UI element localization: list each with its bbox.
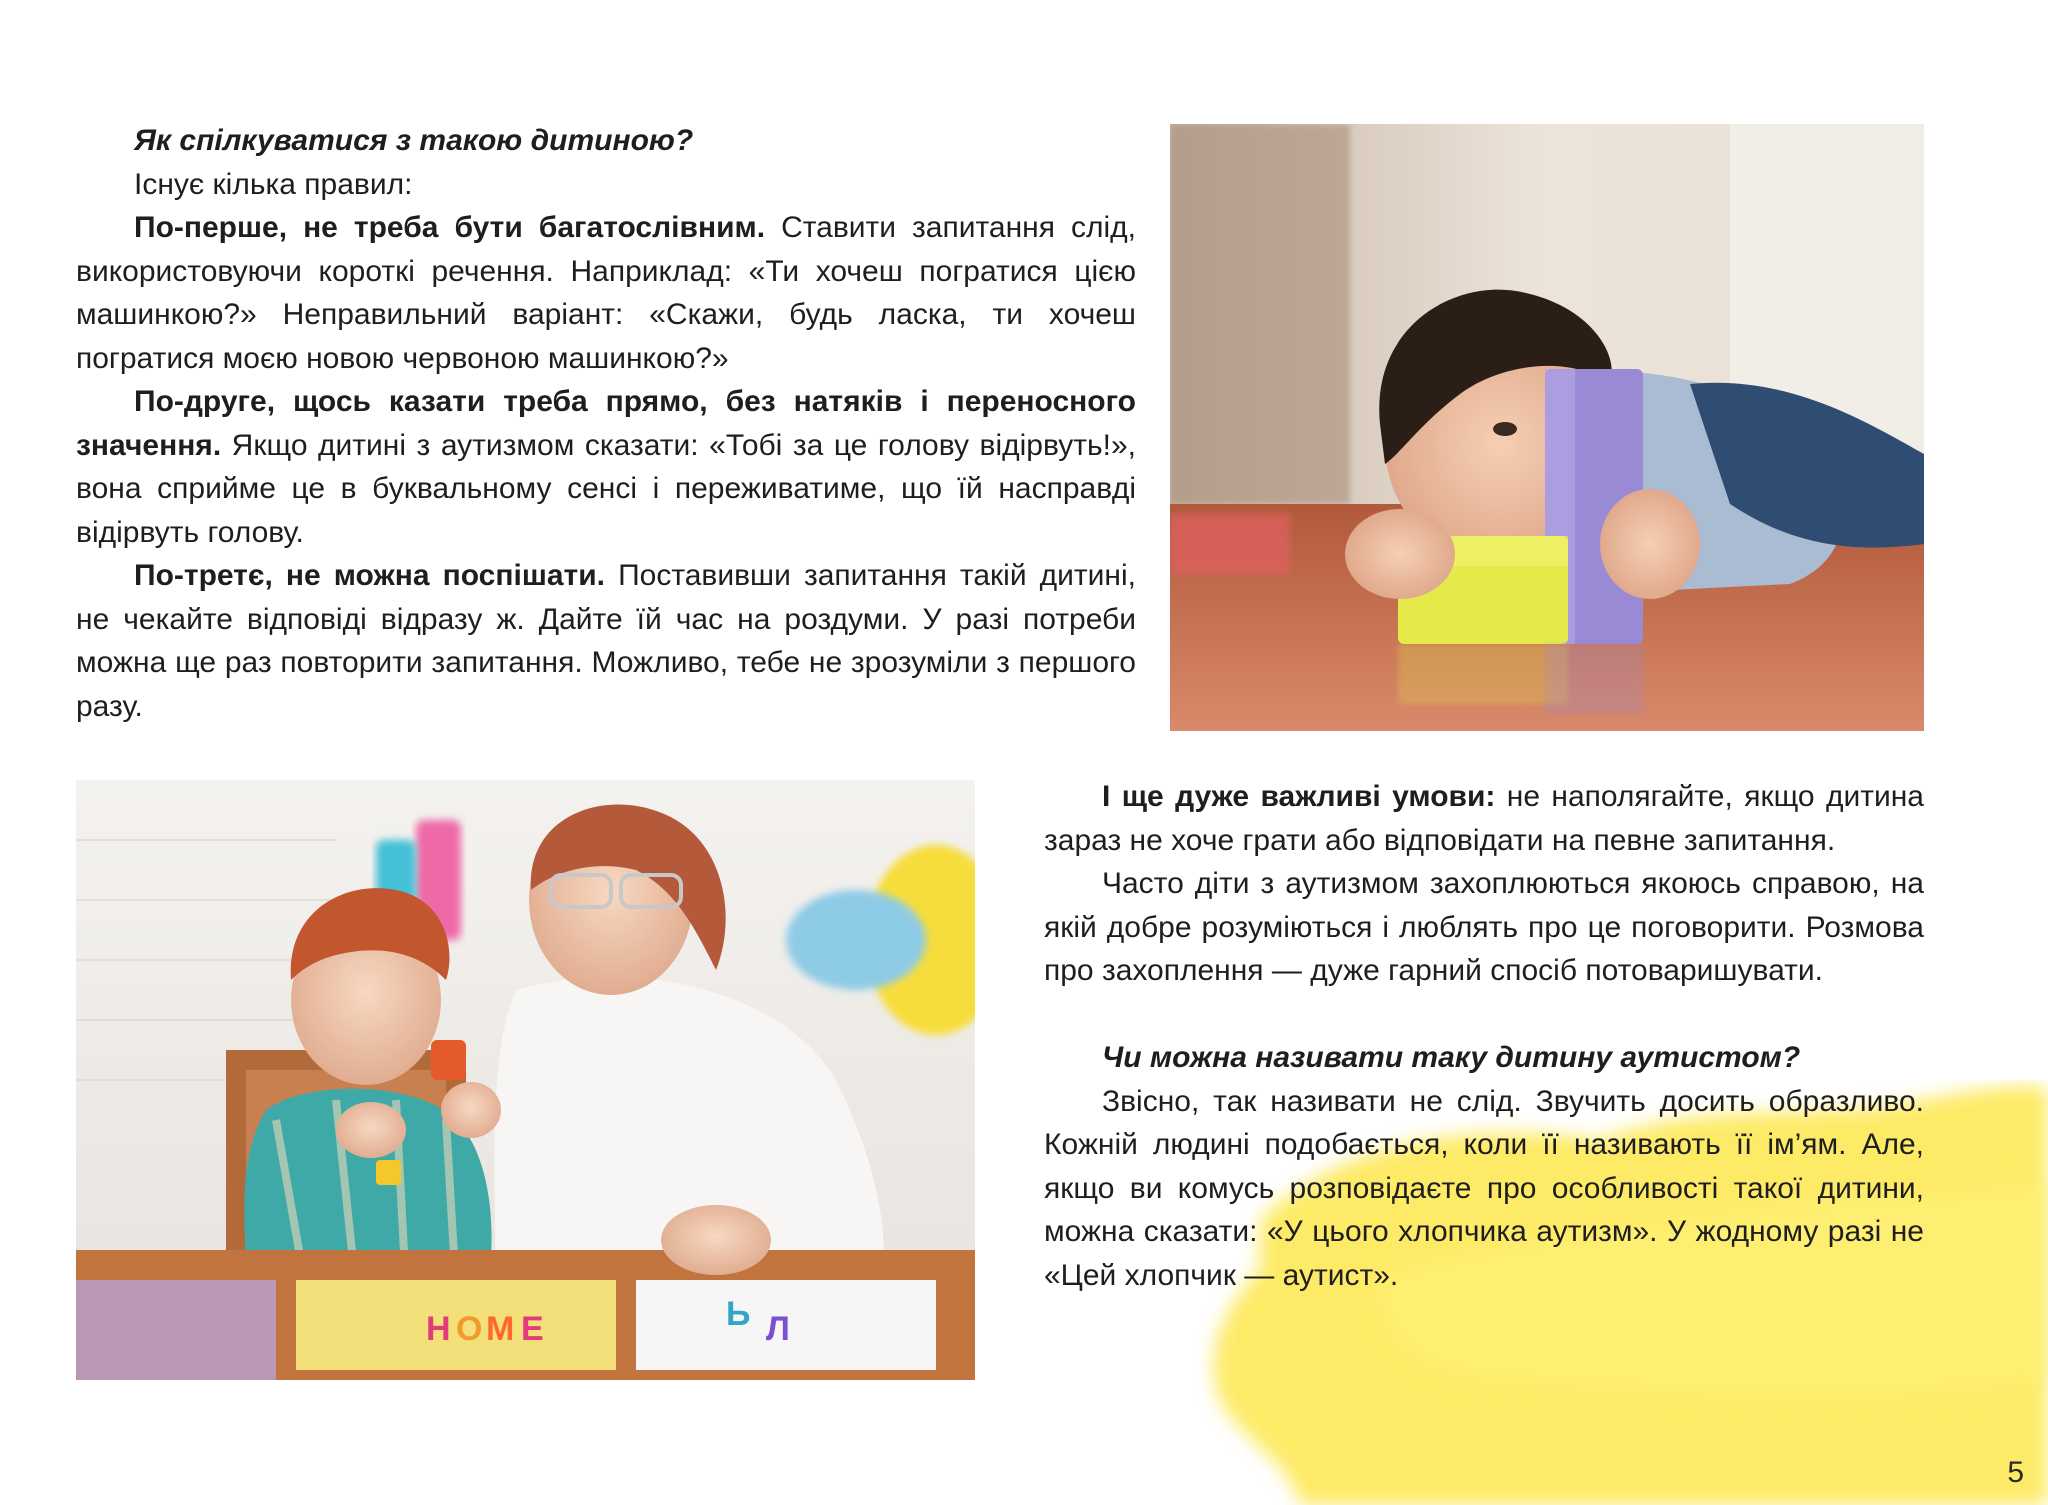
svg-text:Е: Е (521, 1310, 544, 1348)
rule-1-text: Ставити запитання слід, використовуючи короткі речення. Наприклад: «Ти хочеш погратися цією машинкою?» Неправильний варіант: «Скажи, будь ласка, ти хочеш погратися моєю новою червоною машинкою?» (76, 211, 1137, 375)
section-heading-autist-question: Чи можна називати таку дитину аутистом? (1102, 1041, 1801, 1074)
svg-text:О: О (456, 1310, 483, 1348)
rule-3-lead: По-третє, не можна поспішати. (134, 559, 605, 592)
rule-2-paragraph (76, 380, 1136, 554)
important-conditions-paragraph (1044, 775, 1924, 862)
svg-text:Н: Н (426, 1310, 451, 1348)
intro-paragraph: Існує кілька правил: (134, 167, 413, 201)
svg-text:М: М (486, 1310, 515, 1348)
left-text-column (76, 119, 1136, 728)
svg-text:Ь: Ь (726, 1295, 751, 1333)
important-conditions-lead: І ще дуже важливі умови: (1102, 780, 1496, 813)
rule-2-lead: По-друге, щось казати треба прямо, без натяків і переносного значення. (76, 385, 1136, 462)
hobby-paragraph: Часто діти з аутизмом захоплюються якоюсь справою, на якій добре розуміються і люблять про це поговорити. Розмова про захоплення — дуже гарний спосіб потоваришувати. (1044, 867, 1924, 987)
photo-child-with-blocks (1170, 124, 1924, 731)
rule-3-text: Поставивши запитання такій дитині, не чекайте відповіді відразу ж. Дайте їй час на роздуми. У разі потреби можна ще раз повторити запитання. Можливо, тебе не зрозуміли з першого разу. (76, 559, 1136, 723)
paragraph-spacer (1044, 993, 1924, 1037)
svg-text:Л: Л (766, 1310, 790, 1348)
important-conditions-text: не наполягайте, якщо дитина зараз не хоче грати або відповідати на певне запитання. (1044, 780, 1924, 857)
rule-3-paragraph (76, 554, 1136, 728)
section-heading-communication: Як спілкуватися з такою дитиною? (134, 124, 694, 157)
photo-woman-and-boy-with-letters (76, 780, 975, 1380)
autist-answer-paragraph: Звісно, так називати не слід. Звучить досить образливо. Кожній людині подобається, коли її називають її ім’ям. Але, якщо ви комусь розповідаєте про особливості такої дитини, можна сказати: «У цього хлопчика аутизм». У жодному разі не «Цей хлопчик — аутист». (1044, 1084, 1924, 1292)
page-number: 5 (2007, 1456, 2024, 1489)
rule-1-lead: По-перше, не треба бути багатослівним. (134, 211, 766, 244)
right-text-column (1044, 775, 1924, 1297)
rule-1-paragraph (76, 206, 1136, 380)
rule-2-text: Якщо дитині з аутизмом сказати: «Тобі за це голову відірвуть!», вона сприйме це в буквальному сенсі і переживатиме, що їй насправді відірвуть голову. (76, 428, 1136, 549)
